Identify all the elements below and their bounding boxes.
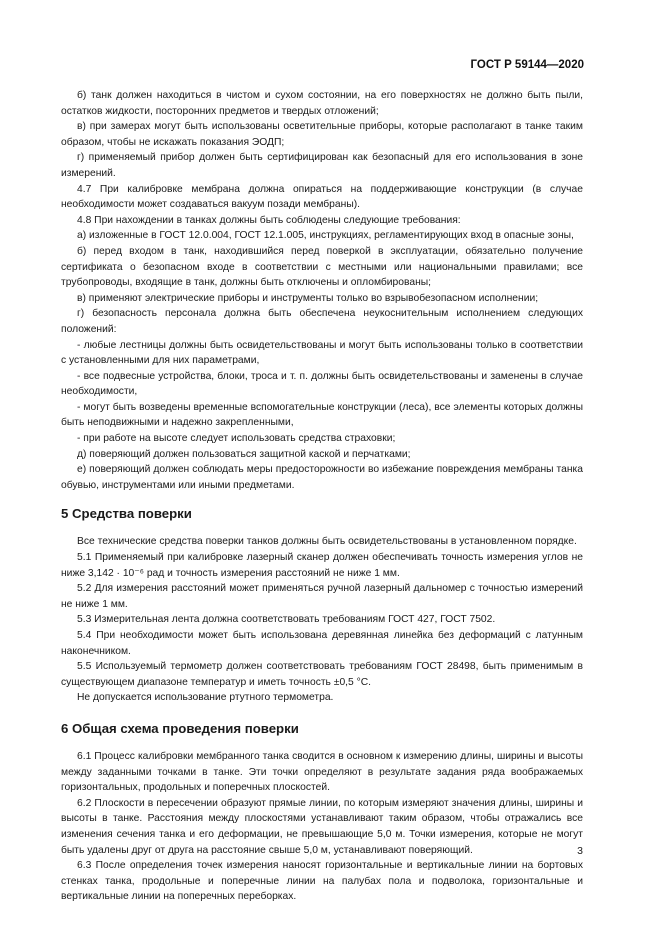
- clause-4-6-g: г) применяемый прибор должен быть сертифицирован как безопасный для его использования в зоне измерений.: [61, 152, 583, 179]
- clause-4-8-b: б) перед входом в танк, находившийся перед поверкой в эксплуатации, обязательно получение сертификата о безопасном входе в соответствии с местными или национальными правилами; все трубопроводы, входящие в танк, должны быть отключены и опломбированы;: [61, 245, 583, 289]
- clause-6-3: 6.3 После определения точек измерения наносят горизонтальные и вертикальные линии на бортовых стенках танка, продольные и поперечные линии на палубах пола и подволока, горизонтальные и вертикальные линии на поперечных переборках.: [61, 860, 583, 903]
- clause-4-8-a: а) изложенные в ГОСТ 12.0.004, ГОСТ 12.1.005, инструкциях, регламентирующих вход в опасные зоны,: [77, 230, 574, 242]
- clause-5-3: 5.3 Измерительная лента должна соответствовать требованиям ГОСТ 427, ГОСТ 7502.: [77, 614, 496, 626]
- clause-4-8-g: г) безопасность персонала должна быть обеспечена неукоснительным исполнением следующих положений:: [61, 308, 583, 335]
- clause-4-6-b: б) танк должен находиться в чистом и сухом состоянии, на его поверхностях не должно быть пыли, остатков жидкости, посторонних предметов и твердых отложений;: [61, 90, 583, 117]
- clause-6-1: 6.1 Процесс калибровки мембранного танка сводится в основном к измерению длины, ширины и высоты между заданными точками в танке. Эти точки определяют в результате задания ряда воображаемых горизонтальных, продольных и поперечных плоскостей.: [61, 750, 583, 794]
- clause-4-8-g-4: - при работе на высоте следует использовать средства страховки;: [77, 433, 396, 445]
- document-header-id: ГОСТ Р 59144—2020: [470, 59, 584, 71]
- clause-5-1: 5.1 Применяемый при калибровке лазерный сканер должен обеспечивать точность измерения углов не ниже 3,142 · 10⁻⁶ рад и точность измерения расстояний не ниже 1 мм.: [61, 552, 583, 579]
- clause-5-4: 5.4 При необходимости может быть использована деревянная линейка без деформаций с латунным наконечником.: [61, 630, 583, 657]
- clause-6-2: 6.2 Плоскости в пересечении образуют прямые линии, по которым измеряют значения длины, ширины и высоты в танке. Расстояния между плоскостями устанавливают таким образом, чтобы отражались все изменения сечения танка и его деформации, не превышающие 5,0 м. Точки измерения, которые не могут быть удалены друг от друга на расстояние свыше 5,0 м, устанавливают поверяющий.: [61, 797, 583, 856]
- section-5-intro: Все технические средства поверки танков должны быть освидетельствованы в установленном порядке.: [77, 536, 577, 548]
- section-5-heading: 5 Средства поверки: [61, 506, 192, 522]
- clause-4-8: 4.8 При нахождении в танках должны быть соблюдены следующие требования:: [77, 214, 461, 226]
- section-6-heading: 6 Общая схема проведения поверки: [61, 720, 299, 736]
- clause-4-6-v: в) при замерах могут быть использованы осветительные приборы, которые располагают в танке таким образом, чтобы не искажать показания ЭОДП;: [61, 121, 583, 148]
- clause-5-5-note: Не допускается использование ртутного термометра.: [77, 692, 334, 704]
- clause-4-8-g-3: - могут быть возведены временные вспомогательные конструкции (леса), все элементы которых должны быть неподвижными и надежно закрепленными,: [61, 401, 583, 429]
- clause-5-5: 5.5 Используемый термометр должен соответствовать требованиям ГОСТ 28498, быть применимым в существующем диапазоне температур и иметь точность ±0,5 °С.: [61, 661, 583, 688]
- page-number: 3: [577, 845, 583, 857]
- clause-4-8-d: д) поверяющий должен пользоваться защитной каской и перчатками;: [77, 448, 411, 460]
- clause-5-2: 5.2 Для измерения расстояний может применяться ручной лазерный дальномер с точностью измерений не ниже 1 мм.: [61, 583, 583, 610]
- clause-4-8-g-2: - все подвесные устройства, блоки, троса и т. п. должны быть освидетельствованы и заменены в случае необходимости,: [61, 370, 583, 398]
- clause-4-8-v: в) применяют электрические приборы и инструменты только во взрывобезопасном исполнении;: [77, 292, 539, 304]
- clause-4-7: 4.7 При калибровке мембрана должна опираться на поддерживающие конструкции (в случае необходимости может создаваться вакуум позади мембраны).: [61, 183, 583, 211]
- clause-4-8-g-1: - любые лестницы должны быть освидетельствованы и могут быть использованы только в соответствии с установленными для них параметрами,: [61, 339, 583, 367]
- clause-4-8-e: е) поверяющий должен соблюдать меры предосторожности во избежание повреждения мембраны танка обувью, инструментами или иными предметами.: [61, 464, 583, 491]
- document-body: [61, 88, 583, 905]
